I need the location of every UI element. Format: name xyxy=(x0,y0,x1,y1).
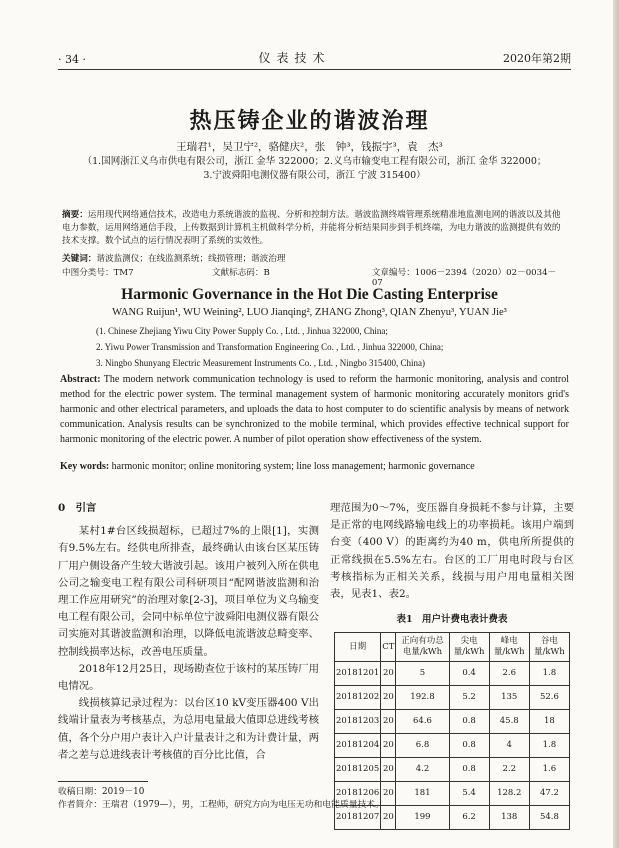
cell: 20 xyxy=(381,806,396,830)
cell: 20181203 xyxy=(335,710,381,734)
affiliation-line: （1.国网浙江义乌市供电有限公司，浙江 金华 322000；2.义乌市输变电工程有限公司，浙江 金华 322000； xyxy=(82,156,547,167)
keywords-label: 关键词： xyxy=(62,254,97,264)
header-rule xyxy=(58,69,571,70)
cell: 181 xyxy=(396,782,449,806)
cell: 5.2 xyxy=(449,686,489,710)
keywords-chinese xyxy=(62,252,285,264)
table-row xyxy=(335,686,570,710)
cell: 64.6 xyxy=(396,710,449,734)
body-left-column xyxy=(58,500,319,764)
abstract-label: 摘要： xyxy=(62,210,88,220)
cell: 4 xyxy=(489,734,529,758)
received-date: 收稿日期：2019－10 xyxy=(58,787,145,797)
keywords-text: harmonic monitor; online monitoring system; line loss management; harmonic governance xyxy=(111,461,475,472)
cell: 20181206 xyxy=(335,782,381,806)
authors-chinese: 王瑞君¹，吴卫宁²，骆健庆²，张 钟³，钱振宇³，袁 杰³ xyxy=(176,141,443,153)
keywords-text: 谐波监测仪；在线监测系统；线损管理；谐波治理 xyxy=(96,254,286,264)
paragraph: 理范围为0～7%，变压器自身损耗不参与计算，主要是正常的电网线路输电线上的功率损耗。该用户端到台变（400 V）的距离约为40 m，供电所所提供的正常线损在5.5%左右。台区的工厂用电时段与台区考核指标为正相关关系，线损与用户用电量相关图表，见表1、表2。 xyxy=(330,502,574,601)
body-right-column xyxy=(330,500,574,830)
affiliation-line: (1. Chinese Zhejiang Yiwu City Power Supply Co. , Ltd. , Jinhua 322000, China; xyxy=(96,326,388,336)
abstract-english xyxy=(60,372,569,447)
abstract-chinese xyxy=(62,209,567,248)
table-row xyxy=(335,734,570,758)
table-header-row xyxy=(335,633,570,662)
cell: 54.8 xyxy=(529,806,569,830)
title-chinese: 热压铸企业的谐波治理 xyxy=(189,108,430,134)
cell: 1.8 xyxy=(529,662,569,686)
classification-line xyxy=(62,266,567,288)
author-bio: 作者简介：王瑞君（1979—），男，工程师，研究方向为电压无功和电能质量技术。 xyxy=(58,800,384,810)
cell: 0.8 xyxy=(449,734,489,758)
cell: 47.2 xyxy=(529,782,569,806)
title-english: Harmonic Governance in the Hot Die Casting Enterprise xyxy=(121,286,498,303)
header-ct: CT xyxy=(381,633,396,662)
cell: 20 xyxy=(381,662,396,686)
cell: 0.4 xyxy=(449,662,489,686)
cell: 0.8 xyxy=(449,710,489,734)
affiliations-english xyxy=(96,323,559,371)
table-row xyxy=(335,662,570,686)
cell: 192.8 xyxy=(396,686,449,710)
cell: 20 xyxy=(381,758,396,782)
authors-english: WANG Ruijun¹, WU Weining², LUO Jianqing², ZHANG Zhong³, QIAN Zhenyu³, YUAN Jie³ xyxy=(112,307,507,318)
cell: 5 xyxy=(396,662,449,686)
cell: 52.6 xyxy=(529,686,569,710)
cell: 2.6 xyxy=(489,662,529,686)
cell: 18 xyxy=(529,710,569,734)
cell: 5.4 xyxy=(449,782,489,806)
cell: 1.6 xyxy=(529,758,569,782)
table-row xyxy=(335,710,570,734)
cell: 20181204 xyxy=(335,734,381,758)
affiliations-chinese xyxy=(58,155,571,183)
table-caption: 表1 用户计费电表计费表 xyxy=(396,614,508,626)
cell: 20181201 xyxy=(335,662,381,686)
cell: 128.2 xyxy=(489,782,529,806)
affiliation-line: 3. Ningbo Shunyang Electric Measurement Instruments Co. , Ltd. , Ningbo 315400, China) xyxy=(96,358,425,368)
cell: 20 xyxy=(381,734,396,758)
cell: 20 xyxy=(381,710,396,734)
journal-name: 仪表技术 xyxy=(258,51,331,65)
cell: 6.8 xyxy=(396,734,449,758)
keywords-label: Key words: xyxy=(60,461,110,472)
keywords-english xyxy=(60,461,475,472)
cell: 199 xyxy=(396,806,449,830)
affiliation-line: 3.宁波舜阳电测仪器有限公司，浙江 宁波 315400） xyxy=(203,170,426,181)
cell: 138 xyxy=(489,806,529,830)
cell: 45.8 xyxy=(489,710,529,734)
paragraph: 某村1#台区线损超标，已超过7%的上限[1]，实测有9.5%左右。经供电所排查，最终确认由该台区某压铸厂用户侧设备产生较大谐波引起。该用户被列入所在供电公司之输变电工程有限公司科研项目“配网谐波监测和治理工作应用研究”的治理对象[2-3]，项目单位为义乌输变电工程有限公司，会同中标单位宁波舜阳电测仪器有限公司实施对其谐波监测和治理，以降低电流谐波总畸变率、控制线损率达标，改善电压质量。 xyxy=(58,525,319,658)
affiliation-line: 2. Yiwu Power Transmission and Transformation Engineering Co. , Ltd. , Jinhua 322000, China; xyxy=(96,342,444,352)
cell: 0.8 xyxy=(449,758,489,782)
cell: 20181207 xyxy=(335,806,381,830)
cell: 20 xyxy=(381,686,396,710)
article-number: 文章编号：1006－2394（2020）02－0034－07 xyxy=(371,268,557,288)
cell: 20181202 xyxy=(335,686,381,710)
abstract-label: Abstract: xyxy=(60,374,101,385)
abstract-text: The modern network communication technology is used to reform the harmonic monitoring, analysis and control method for the electric power system. The terminal management system of harmonic monitoring accurately monitors grid's harmonic and other electrical parameters, and uploads the data to host computer to do scientific analysis by means of network communication. Analysis results can be synchronized to the mobile terminal, which provides effective technical support for harmonic monitoring of the electric power. A number of pilot operation show effectiveness of the system. xyxy=(60,374,569,445)
header-valley: 谷电量/kWh xyxy=(529,633,569,662)
cell: 6.2 xyxy=(449,806,489,830)
table-row xyxy=(335,758,570,782)
abstract-text: 运用现代网络通信技术，改造电力系统谐波的监视、分析和控制方法。谐波监测终端管理系统精准地监测电网的谐波以及其他电力参数，运用网络通信手段，上传数据到计算机主机做科学分析，并能将分析结果同步到手机终端，为电力谐波的监测提供有效的技术支撑。数个试点的运行情况表明了系统的实效性。 xyxy=(62,210,561,246)
cell: 2.2 xyxy=(489,758,529,782)
running-header xyxy=(58,48,571,66)
issue-label: 2020年第2期 xyxy=(503,52,571,65)
footnote-rule xyxy=(58,781,148,782)
document-code: 文献标志码：B xyxy=(211,268,270,278)
cell: 135 xyxy=(489,686,529,710)
page-number: · 34 · xyxy=(58,53,86,66)
header-peak: 峰电量/kWh xyxy=(489,633,529,662)
header-total: 正向有功总电量/kWh xyxy=(396,633,449,662)
paragraph: 2018年12月25日，现场勘查位于该村的某压铸厂用电情况。 xyxy=(58,662,319,693)
cell: 20181205 xyxy=(335,758,381,782)
section-heading: 0 引言 xyxy=(58,502,97,514)
cell: 20 xyxy=(381,782,396,806)
cell: 4.2 xyxy=(396,758,449,782)
clc-number: 中图分类号：TM7 xyxy=(62,268,134,278)
header-sharp: 尖电量/kWh xyxy=(449,633,489,662)
paragraph: 线损核算记录过程为：以台区10 kV变压器400 V出线端计量表为考核基点，为总用电量最大值即总进线考核值，各个分户用户表计入户计量表计之和为计费计量，两者之差与总进线表计考核值的百分比比值，合 xyxy=(58,697,319,761)
header-date: 日期 xyxy=(335,633,381,662)
cell: 1.8 xyxy=(529,734,569,758)
